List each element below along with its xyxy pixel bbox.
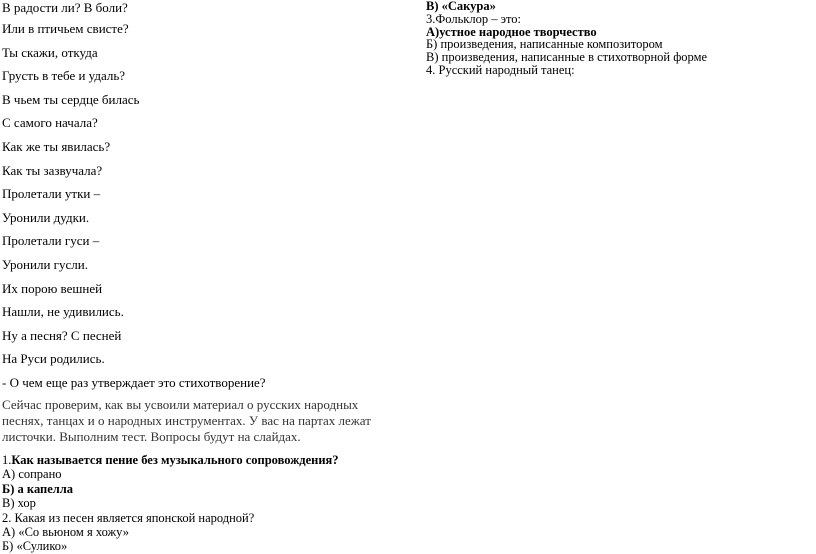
question-text: Как называется пение без музыкального сопровождения? xyxy=(11,452,339,467)
quiz-question-4: 4. Русский народный танец: xyxy=(426,62,575,77)
poem-line: Грусть в тебе и удаль? xyxy=(2,68,126,84)
poem-line: Или в птичьем свисте? xyxy=(2,21,129,36)
poem-line: С самого начала? xyxy=(2,115,98,131)
answer-option-correct: Б) а капелла xyxy=(2,481,74,496)
answer-option: А) «Со вьюном я хожу» xyxy=(2,524,129,539)
answer-option-correct: В) «Сакура» xyxy=(426,0,496,13)
test-instructions: Сейчас проверим, как вы усвоили материал о русских народных песнях, танцах и о народных инструментах. У вас на партах лежат листочки. Выполним тест. Вопросы будут на слайдах. xyxy=(2,396,371,444)
quiz-question-1 xyxy=(2,453,402,467)
poem-line: Их порою вешней xyxy=(2,280,103,296)
poem-line: Как же ты явилась? xyxy=(2,138,111,154)
answer-option-correct: А)устное народное творчество xyxy=(426,24,597,39)
poem-line: Ну а песня? С песней xyxy=(2,327,122,343)
discussion-question: - О чем еще раз утверждает это стихотворение? xyxy=(2,374,266,390)
left-column xyxy=(2,0,402,554)
right-column xyxy=(426,0,811,77)
poem-line: На Руси родились. xyxy=(2,351,105,367)
poem-line: Пролетали утки – xyxy=(2,186,101,202)
poem-line: В чьем ты сердце билась xyxy=(2,91,140,107)
answer-option: В) произведения, написанные в стихотворной форме xyxy=(426,50,708,65)
quiz-question-2: 2. Какая из песен является японской народной? xyxy=(2,510,255,525)
quiz-left xyxy=(2,453,402,554)
poem-line: Ты скажи, откуда xyxy=(2,44,98,60)
poem-line: Уронили дудки. xyxy=(2,209,90,225)
poem-line: Пролетали гуси – xyxy=(2,233,100,249)
poem xyxy=(2,0,402,375)
answer-option: А) сопрано xyxy=(2,467,62,482)
answer-option: Б) произведения, написанные композитором xyxy=(426,37,663,52)
poem-line: Нашли, не удивились. xyxy=(2,304,124,320)
answer-option: В) хор xyxy=(2,496,36,511)
answer-option: Б) «Сулико» xyxy=(2,539,68,554)
quiz-question-3: 3.Фольклор – это: xyxy=(426,11,521,26)
poem-line: Уронили гусли. xyxy=(2,256,88,272)
poem-line: Как ты зазвучала? xyxy=(2,162,103,178)
poem-line: В радости ли? В боли? xyxy=(2,0,128,15)
question-number: 1. xyxy=(2,452,12,467)
